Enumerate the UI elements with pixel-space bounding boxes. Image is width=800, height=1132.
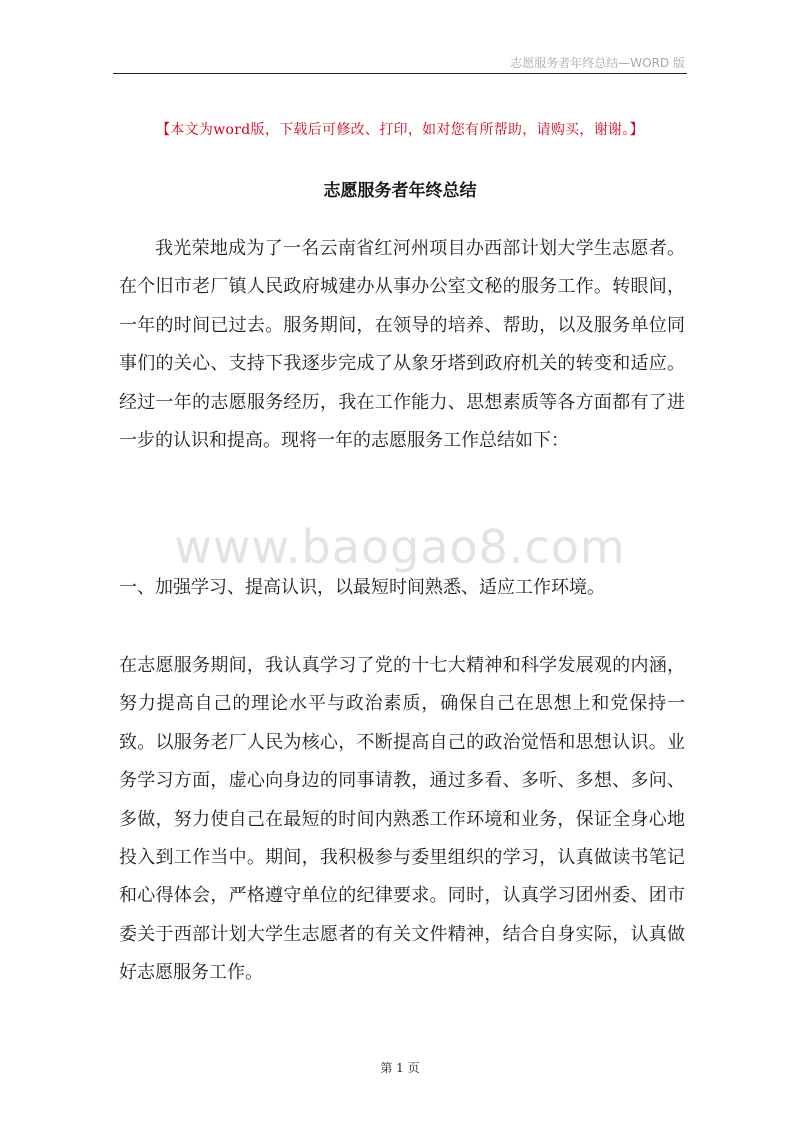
watermark: www.baogao8.com	[174, 520, 626, 574]
purchase-notice: 【本文为word版，下载后可修改、打印，如对您有所帮助，请购买，谢谢。】	[156, 122, 644, 138]
body-paragraph: 在志愿服务期间，我认真学习了党的十七大精神和科学发展观的内涵，努力提高自己的理论水平与政治素质，确保自己在思想上和党保持一致。以服务老厂人民为核心，不断提高自己的政治觉悟和思想认识。业务学习方面，虚心向身边的同事请教，通过多看、多听、多想、多问、多做，努力使自己在最短的时间内熟悉工作环境和业务，保证全身心地投入到工作当中。期间，我积极参与委里组织的学习，认真做读书笔记和心得体会，严格遵守单位的纪律要求。同时，认真学习团州委、团市委关于西部计划大学生志愿者的有关文件精神，结合自身实际，认真做好志愿服务工作。	[119, 655, 685, 984]
document-title: 志愿服务者年终总结	[323, 181, 477, 201]
page-number: 第 1 页	[380, 1061, 420, 1075]
header-divider	[113, 73, 687, 74]
section-heading: 一、加强学习、提高认识，以最短时间熟悉、适应工作环境。	[119, 577, 605, 598]
body-paragraph: 我光荣地成为了一名云南省红河州项目办西部计划大学生志愿者。在个旧市老厂镇人民政府城建办从事办公室文秘的服务工作。转眼间，一年的时间已过去。服务期间，在领导的培养、帮助，以及服务单位同事们的关心、支持下我逐步完成了从象牙塔到政府机关的转变和适应。经过一年的志愿服务经历，我在工作能力、思想素质等各方面都有了进一步的认识和提高。现将一年的志愿服务工作总结如下：	[119, 238, 685, 452]
running-header: 志愿服务者年终总结—WORD 版	[510, 56, 685, 70]
